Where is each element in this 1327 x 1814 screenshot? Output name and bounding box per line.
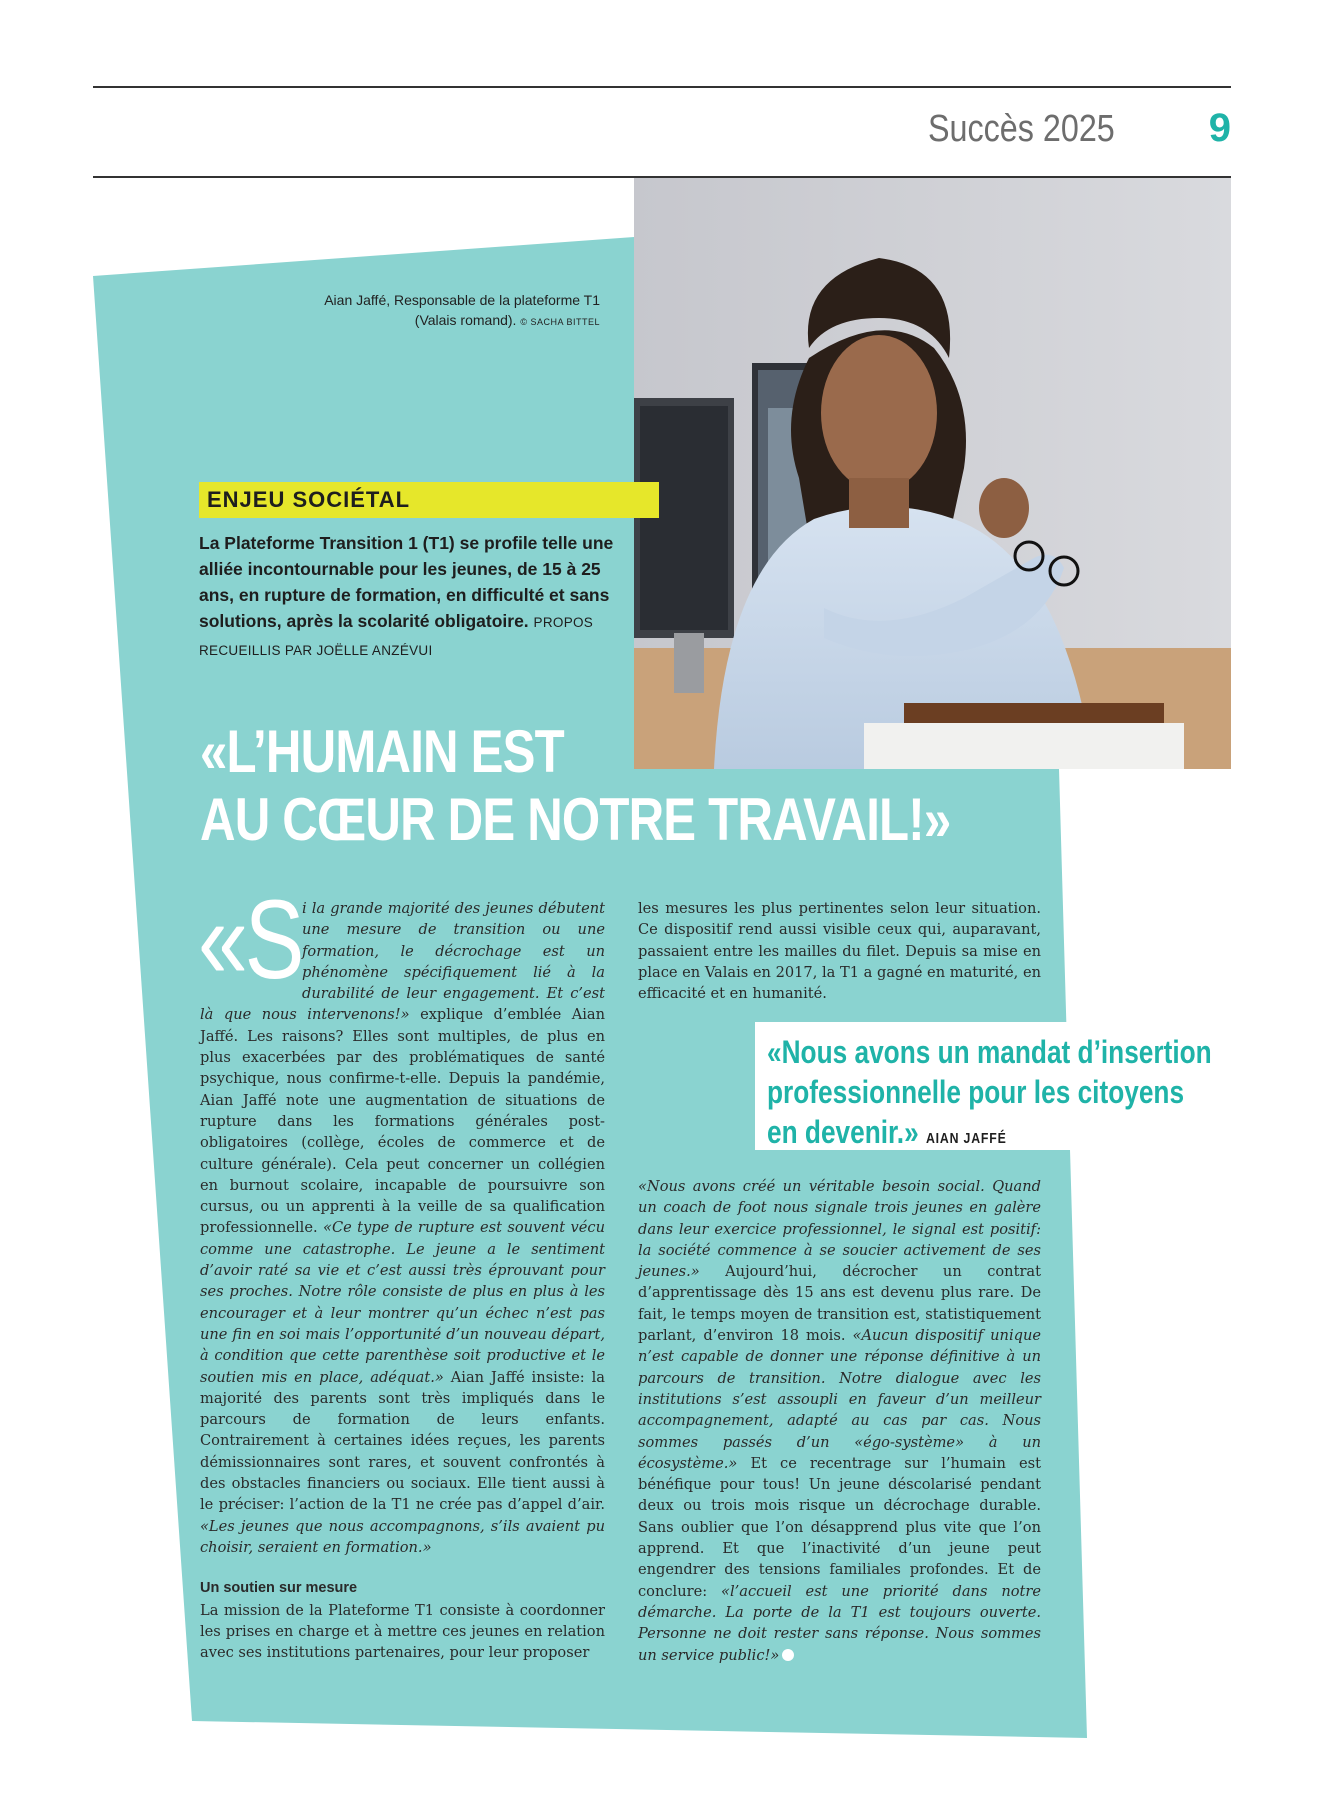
section-subheading: Un soutien sur mesure	[200, 1580, 358, 1597]
body-text: Aian Jaffé insiste: la majorité des parents sont très impliqués dans le parcours de formation de leurs enfants. Contrairement à certaines idées reçues, les parents démissionnaires sont rares, et souvent confrontés à des obstacles financiers ou sociaux. Elle tient aussi à le préciser: l’action de la T1 ne crée pas d’appel d’air.	[200, 1368, 605, 1514]
caption-text: Aian Jaffé, Responsable de la plateforme T1 (Valais romand).	[324, 292, 600, 328]
inline-quote: «Ce type de rupture est souvent vécu comme une catastrophe. Le jeune a le sentiment d’avoir raté sa vie et c’est aussi très éprouvant pour ses proches. Notre rôle consiste de plus en plus à les encourager et à leur montrer qu’un échec n’est pas une fin en soi mais l’opportunité d’un nouveau départ, à condition que cette parenthèse soit productive et le soutien mis en place, adéquat.»	[200, 1219, 605, 1386]
body-text: Aujourd’hui, décrocher un contrat d’apprentissage dès 15 ans est devenu plus rare. De fait, le temps moyen de transition est, statistiquement parlant, d’environ 18 mois.	[638, 1263, 1041, 1345]
article-headline	[200, 718, 950, 854]
paragraph	[638, 1176, 1041, 1666]
photo-credit: © SACHA BITTEL	[520, 317, 600, 327]
article-column-left	[198, 877, 605, 1663]
pull-quote-line-3: en devenir.»	[767, 1114, 919, 1150]
category-tag	[199, 482, 659, 518]
byline: PROPOS RECUEILLIS PAR JOËLLE ANZÉVUI	[199, 615, 594, 658]
body-text: explique d’emblée Aian Jaffé. Les raisons? Elles sont multiples, de plus en plus exacerbées par des problématiques de santé psychique, nous confirme-t-elle. Depuis la pandémie, Aian Jaffé note une augmentation de situations de rupture dans les formations générales post-obligatoires (collège, écoles de commerce et de culture générale). Cela peut concerner un collégien en burnout scolaire, incapable de poursuivre son cursus, ou un apprenti à la veille de sa qualification professionnelle.	[200, 1006, 605, 1237]
end-of-article-dot-icon	[782, 1649, 794, 1661]
section-title: Succès 2025	[928, 108, 1115, 150]
paragraph: La mission de la Plateforme T1 consiste à coordonner les prises en charge et à mettre ces jeunes en relation avec ses institutions partenaires, pour leur proposer	[200, 1601, 605, 1662]
top-rule	[93, 86, 1231, 88]
headline-line-2: AU CŒUR DE NOTRE TRAVAIL!»	[200, 786, 951, 853]
drop-cap: «S	[198, 877, 302, 1002]
photo-caption	[300, 290, 600, 332]
article-column-right-top	[638, 898, 1041, 1004]
opening-quote: i la grande majorité des jeunes débutent une mesure de transition ou une formation, le décrochage est un phénomène spécifiquement lié à la durabilité de leur engagement. Et c’est là que nous intervenons!»	[200, 900, 605, 1024]
article-column-right-bottom	[638, 1176, 1041, 1666]
pull-quote-line-2: professionnelle pour les citoyens	[767, 1074, 1185, 1110]
paragraph	[198, 877, 605, 1558]
pull-quote	[755, 1022, 1233, 1150]
intro-text: La Plateforme Transition 1 (T1) se profile telle une alliée incontournable pour les jeunes, de 15 à 25 ans, en rupture de formation, en difficulté et sans solutions, après la scolarité obligatoire.	[199, 533, 614, 631]
headline-line-1: «L’HUMAIN EST	[200, 718, 564, 785]
inline-quote: «l’accueil est une priorité dans notre démarche. La porte de la T1 est toujours ouverte. Personne ne doit rester sans réponse. Nous sommes un service public!»	[638, 1582, 1041, 1664]
pull-quote-line-1: «Nous avons un mandat d’insertion	[767, 1034, 1212, 1070]
inline-quote: «Aucun dispositif unique n’est capable de donner une réponse définitive à un parcours de transition. Notre dialogue avec les institutions s’est assoupli en faveur d’un meilleur accompagnement, adapté au cas par cas. Nous sommes passés d’un «égo-système» à un écosystème.»	[638, 1327, 1041, 1472]
portrait-photo	[634, 178, 1231, 769]
inline-quote: «Les jeunes que nous accompagnons, s’ils avaient pu choisir, seraient en formation.»	[200, 1517, 605, 1556]
intro-lede	[199, 530, 639, 664]
body-text: Et ce recentrage sur l’humain est bénéfique pour tous! Un jeune déscolarisé pendant deux ou trois mois risque un décrochage durable. Sans oublier que l’on désapprend plus vite que l’on apprend. Et que l’inactivité d’un jeune peut engendrer des tensions familiales profondes. Et de conclure:	[638, 1454, 1041, 1600]
paragraph: les mesures les plus pertinentes selon leur situation. Ce dispositif rend aussi visible ceux qui, auparavant, passaient entre les mailles du filet. Depuis sa mise en place en Valais en 2017, la T1 a gagné en maturité, en efficacité et en humanité.	[638, 900, 1041, 1003]
inline-quote: «Nous avons créé un véritable besoin social. Quand un coach de foot nous signale trois jeunes en galère dans leur exercice professionnel, le signal est positif: la société commence à se soucier activement de ses jeunes.»	[638, 1178, 1041, 1281]
pull-quote-author: AIAN JAFFÉ	[925, 1130, 1007, 1147]
page-number: 9	[1208, 106, 1231, 150]
category-tag-label: ENJEU SOCIÉTAL	[207, 487, 411, 512]
